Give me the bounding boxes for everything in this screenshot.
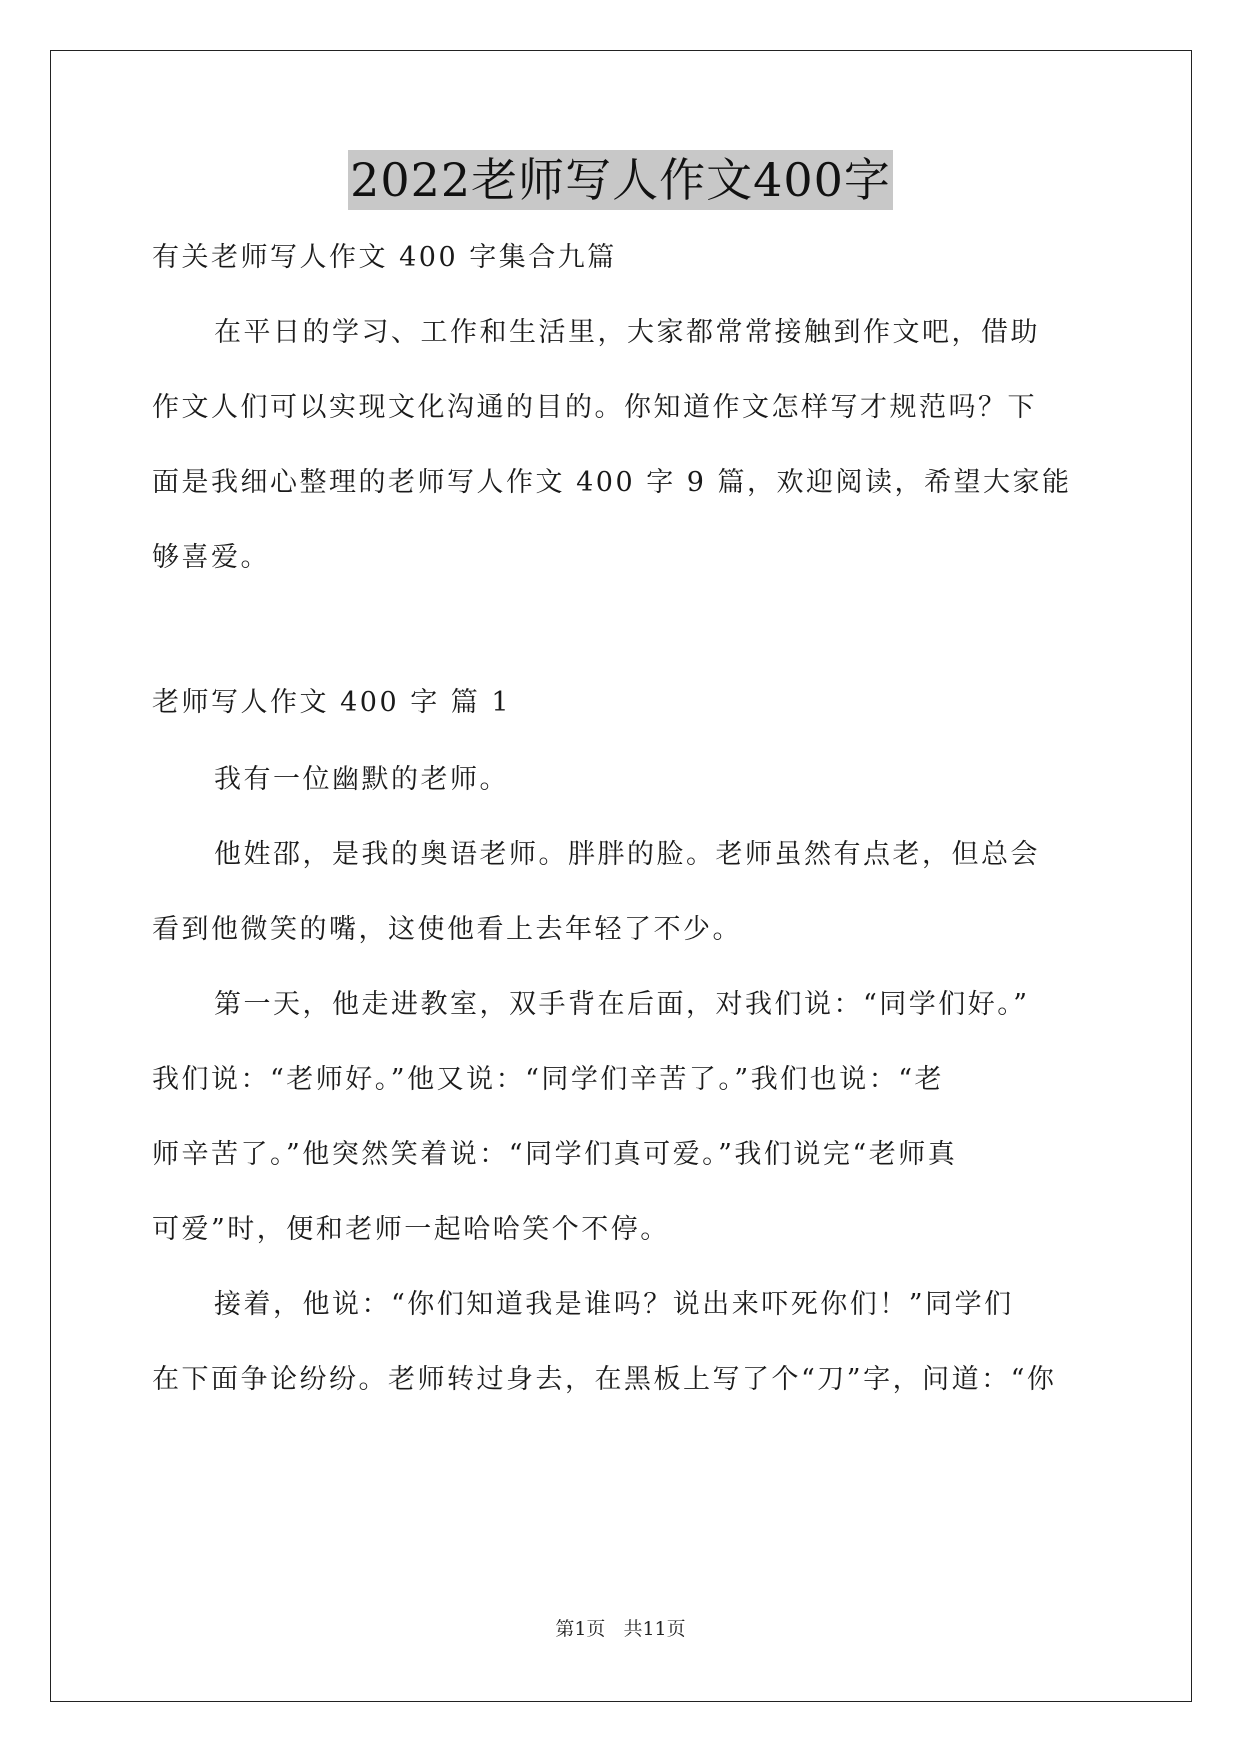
- paragraph-line: 师辛苦了。”他突然笑着说：“同学们真可爱。”我们说完“老师真: [152, 1139, 958, 1170]
- paragraph-line: 在下面争论纷纷。老师转过身去，在黑板上写了个“刀”字，问道：“你: [152, 1364, 1057, 1395]
- paragraph-line: 面是我细心整理的老师写人作文 400 字 9 篇，欢迎阅读，希望大家能: [152, 467, 1072, 498]
- paragraph-line: 在平日的学习、工作和生活里，大家都常常接触到作文吧，借助: [214, 317, 1040, 348]
- page-border: [50, 50, 1192, 1702]
- title-container: [0, 150, 1241, 210]
- paragraph-line: 作文人们可以实现文化沟通的目的。你知道作文怎样写才规范吗？下: [152, 392, 1037, 423]
- page-total: 共11页: [623, 1618, 686, 1640]
- section-heading: 老师写人作文 400 字 篇 1: [152, 687, 512, 718]
- intro-heading: 有关老师写人作文 400 字集合九篇: [152, 242, 617, 273]
- paragraph-line: 第一天，他走进教室，双手背在后面，对我们说：“同学们好。”: [214, 989, 1030, 1020]
- paragraph-line: 够喜爱。: [152, 542, 270, 573]
- paragraph-line: 我们说：“老师好。”他又说：“同学们辛苦了。”我们也说：“老: [152, 1064, 945, 1095]
- paragraph-line: 他姓邵，是我的奥语老师。胖胖的脸。老师虽然有点老，但总会: [214, 839, 1040, 870]
- paragraph-line: 看到他微笑的嘴，这使他看上去年轻了不少。: [152, 914, 742, 945]
- document-title: 2022老师写人作文400字: [348, 150, 893, 210]
- page-footer: [0, 1614, 1241, 1641]
- page-number: 第1页: [555, 1618, 606, 1640]
- paragraph-line: 可爱”时，便和老师一起哈哈笑个不停。: [152, 1214, 670, 1245]
- paragraph-line: 我有一位幽默的老师。: [214, 764, 509, 795]
- paragraph-line: 接着，他说：“你们知道我是谁吗？说出来吓死你们！”同学们: [214, 1289, 1014, 1320]
